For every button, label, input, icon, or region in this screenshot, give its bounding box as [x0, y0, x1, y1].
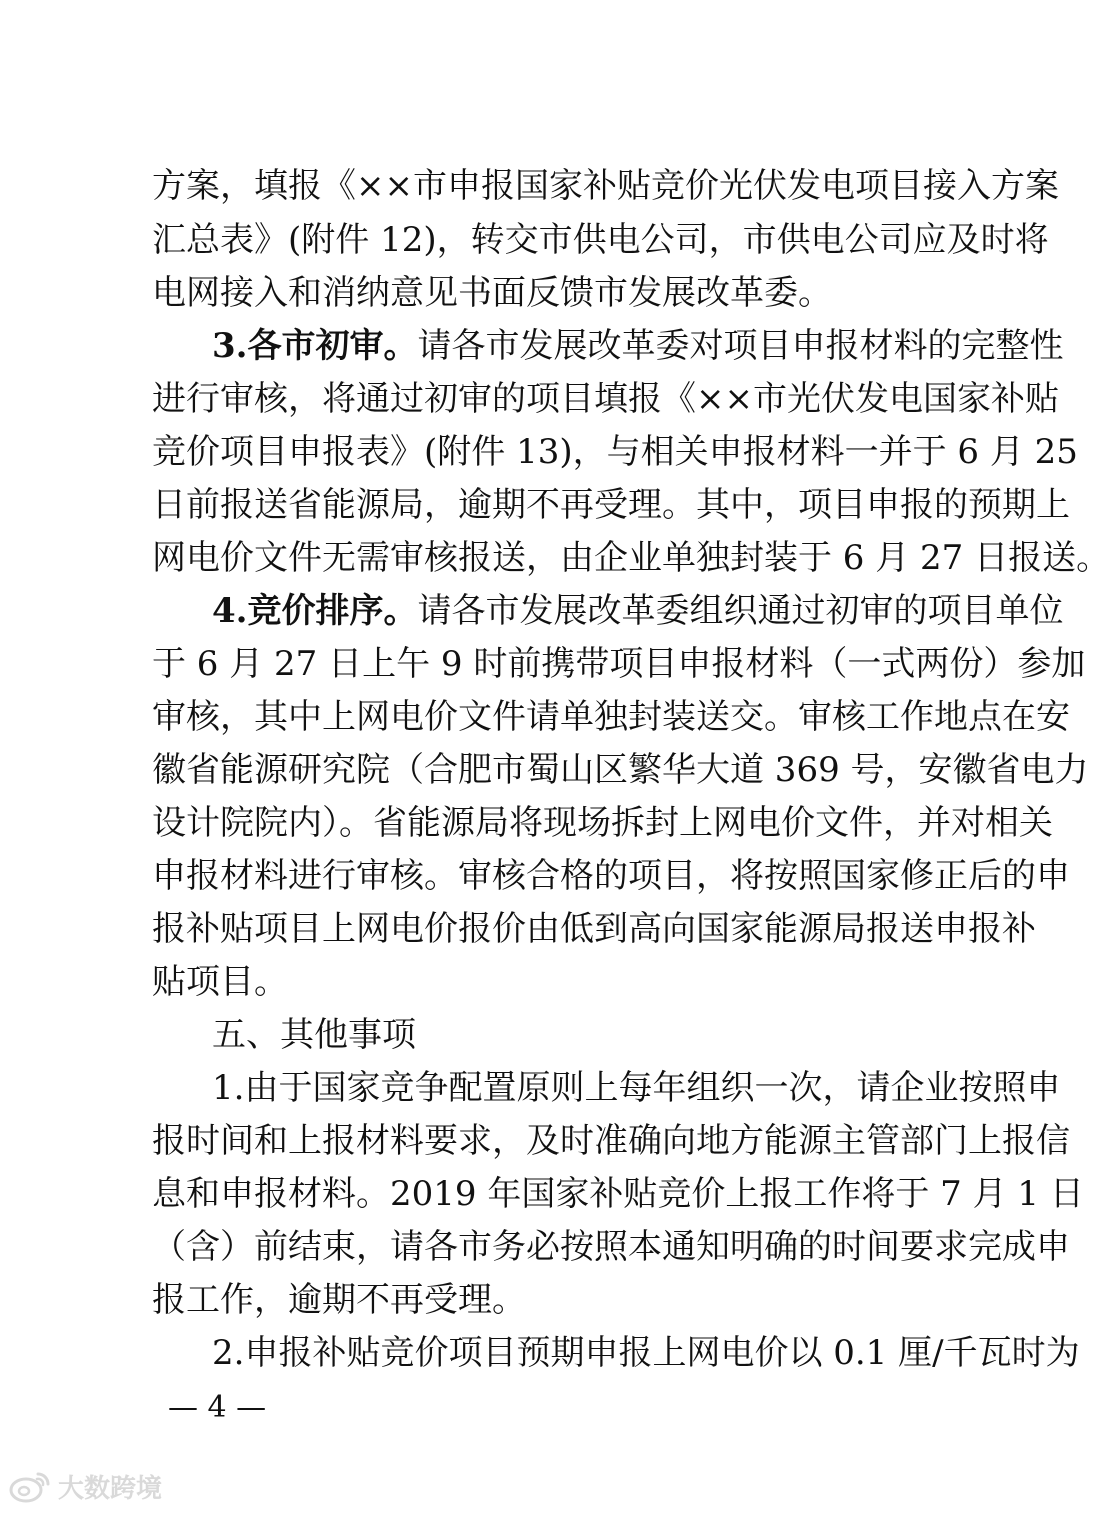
weibo-logo-icon	[8, 1468, 52, 1504]
text-line: 审核，其中上网电价文件请单独封装送交。审核工作地点在安	[152, 697, 1070, 737]
text-line: 报时间和上报材料要求，及时准确向地方能源主管部门上报信	[152, 1121, 1070, 1161]
watermark-text: 大数跨境	[58, 1473, 163, 1504]
paragraph-first-line	[212, 591, 1064, 631]
text-line: 电网接入和消纳意见书面反馈市发展改革委。	[152, 273, 832, 313]
text-line: 请各市发展改革委对项目申报材料的完整性	[417, 326, 1064, 366]
text-line: 于 6 月 27 日上午 9 时前携带项目申报材料（一式两份）参加	[152, 644, 1086, 684]
text-line: 1.由于国家竞争配置原则上每年组织一次，请企业按照申	[212, 1068, 1061, 1108]
text-line: 设计院院内）。省能源局将现场拆封上网电价文件，并对相关	[152, 803, 1053, 843]
text-line: 竞价项目申报表》(附件 13)，与相关申报材料一并于 6 月 25	[152, 432, 1078, 472]
section-title: 五、其他事项	[212, 1015, 416, 1055]
text-line: 贴项目。	[152, 962, 288, 1002]
text-line: 方案，填报《××市申报国家补贴竞价光伏发电项目接入方案	[152, 166, 1059, 206]
text-line: 2.申报补贴竞价项目预期申报上网电价以 0.1 厘/千瓦时为	[212, 1333, 1080, 1373]
text-line: 请各市发展改革委组织通过初审的项目单位	[417, 591, 1064, 631]
text-line: 报工作，逾期不再受理。	[152, 1280, 526, 1320]
page-number: — 4 —	[168, 1390, 267, 1425]
text-line: （含）前结束，请各市务必按照本通知明确的时间要求完成申	[152, 1227, 1070, 1267]
text-line: 报补贴项目上网电价报价由低到高向国家能源局报送申报补	[152, 909, 1036, 949]
watermark	[8, 1458, 162, 1514]
text-line: 网电价文件无需审核报送，由企业单独封装于 6 月 27 日报送。	[152, 538, 1110, 578]
text-line: 徽省能源研究院（合肥市蜀山区繁华大道 369 号，安徽省电力	[152, 750, 1089, 790]
section-heading: 3.各市初审。	[212, 326, 418, 366]
section-heading: 4.竞价排序。	[212, 591, 418, 631]
text-line: 日前报送省能源局，逾期不再受理。其中，项目申报的预期上	[152, 485, 1070, 525]
paragraph-first-line	[212, 326, 1064, 366]
text-line: 申报材料进行审核。审核合格的项目，将按照国家修正后的申	[152, 856, 1070, 896]
text-line: 息和申报材料。2019 年国家补贴竞价上报工作将于 7 月 1 日	[152, 1174, 1084, 1214]
text-line: 汇总表》(附件 12)，转交市供电公司，市供电公司应及时将	[152, 220, 1049, 260]
text-line: 进行审核，将通过初审的项目填报《××市光伏发电国家补贴	[152, 379, 1059, 419]
